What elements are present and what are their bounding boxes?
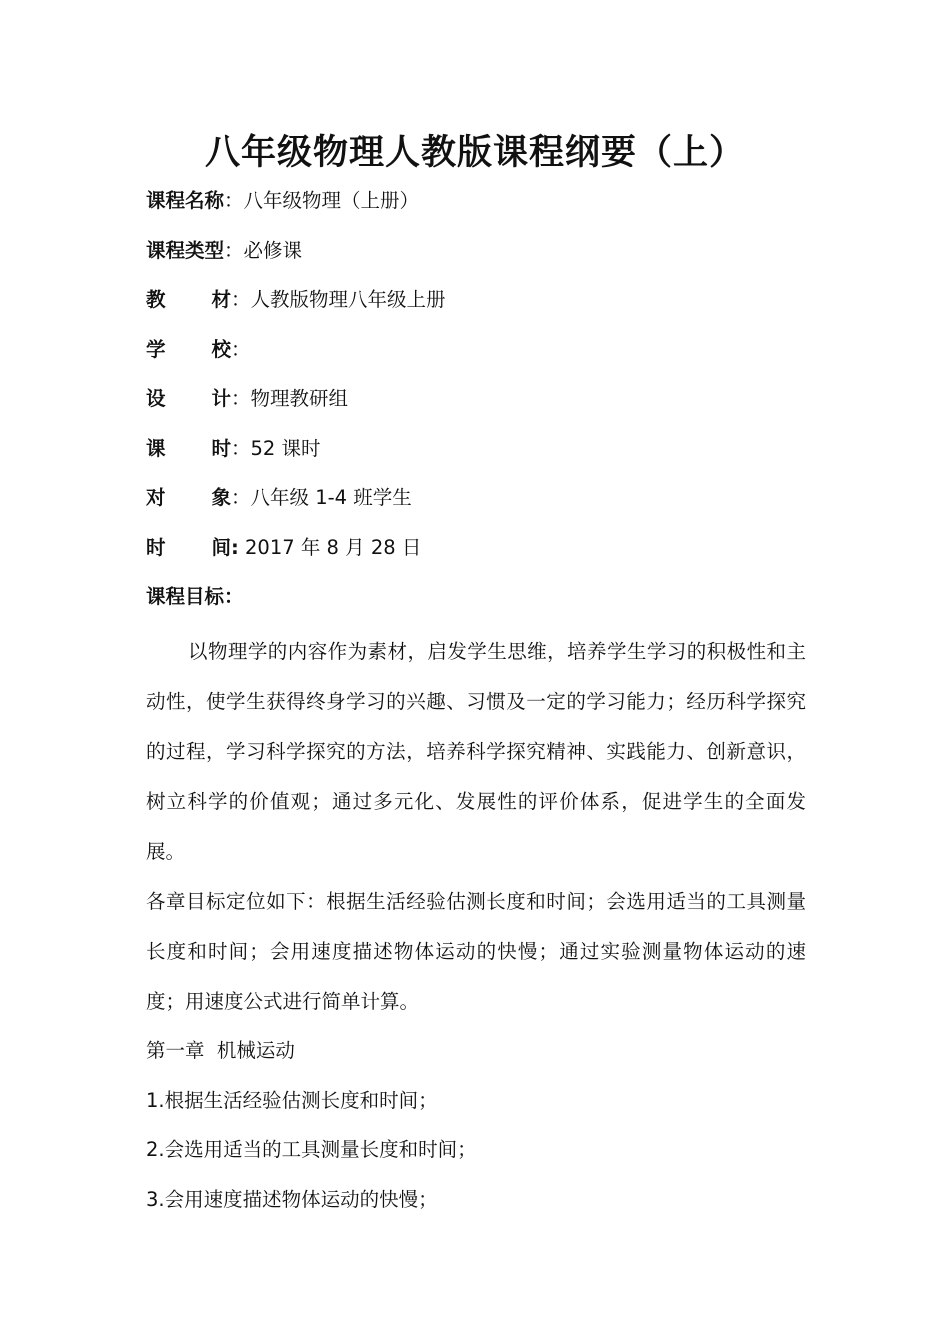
info-label: 课程类型 [146, 238, 225, 262]
goals-paragraph: 以物理学的内容作为素材，启发学生思维，培养学生学习的积极性和主动性，使学生获得终身学习的兴趣、习惯及一定的学习能力；经历科学探究的过程，学习科学探究的方法，培养科学探究精神、实践能力、创新意识，树立科学的价值观；通过多元化、发展性的评价体系，促进学生的全面发展。 [146, 640, 806, 863]
info-value: 八年级物理（上册） [243, 189, 420, 212]
info-label-char: 计 [211, 387, 231, 410]
info-value: 必修课 [243, 238, 303, 262]
chapter-goals-paragraph: 各章目标定位如下：根据生活经验估测长度和时间；会选用适当的工具测量长度和时间；会用速度描述物体运动的快慢；通过实验测量物体运动的速度；用速度公式进行简单计算。 [146, 890, 806, 1013]
info-separator: ： [224, 189, 244, 212]
list-item: 1.根据生活经验估测长度和时间； [146, 1088, 438, 1112]
info-separator: : [231, 535, 239, 559]
info-label [146, 380, 231, 418]
info-label-char: 材 [211, 288, 231, 311]
info-label [146, 281, 231, 319]
document-title: 八年级物理人教版课程纲要（上） [204, 133, 745, 173]
list-item: 2.会选用适当的工具测量长度和时间； [146, 1138, 477, 1161]
info-label: 课程名称 [146, 189, 225, 212]
info-row-designer [146, 380, 816, 430]
info-separator: ： [231, 288, 251, 311]
course-info [146, 182, 816, 628]
info-separator: ： [224, 238, 244, 262]
info-row-school [146, 331, 816, 381]
info-row-date [146, 529, 816, 579]
info-label-char: 教 [146, 288, 166, 311]
info-label-char: 设 [146, 387, 166, 410]
info-label [146, 430, 231, 468]
info-label-char: 校 [211, 337, 231, 361]
info-label [146, 529, 231, 567]
info-separator: ： [231, 436, 251, 460]
goals-heading-row [146, 578, 816, 628]
info-label-char: 学 [146, 337, 166, 361]
chapter-section [146, 1026, 806, 1224]
info-label [146, 479, 231, 517]
info-row-audience [146, 479, 816, 529]
info-row-course-type [146, 232, 816, 282]
info-row-course-name [146, 182, 816, 232]
goals-section [146, 627, 806, 1027]
info-label-char: 时 [211, 436, 231, 460]
info-label-char: 间 [211, 535, 231, 559]
info-label-char: 时 [146, 535, 166, 559]
info-row-hours [146, 430, 816, 480]
info-label-char: 象 [211, 486, 231, 509]
info-value: 物理教研组 [250, 387, 349, 410]
goals-heading: 课程目标： [146, 585, 244, 608]
info-label-char: 课 [146, 436, 166, 460]
info-separator: ： [231, 337, 251, 361]
info-value: 八年级 1-4 班学生 [250, 486, 412, 509]
list-item: 3.会用速度描述物体运动的快慢； [146, 1187, 438, 1211]
info-value: 52 课时 [250, 436, 321, 460]
info-value: 2017 年 8 月 28 日 [238, 535, 422, 559]
info-separator: ： [231, 486, 251, 509]
info-row-textbook [146, 281, 816, 331]
info-label [146, 331, 231, 369]
info-separator: ： [231, 387, 251, 410]
info-value: 人教版物理八年级上册 [250, 288, 446, 311]
chapter-title: 第一章 机械运动 [146, 1039, 295, 1062]
info-label-char: 对 [146, 486, 166, 509]
